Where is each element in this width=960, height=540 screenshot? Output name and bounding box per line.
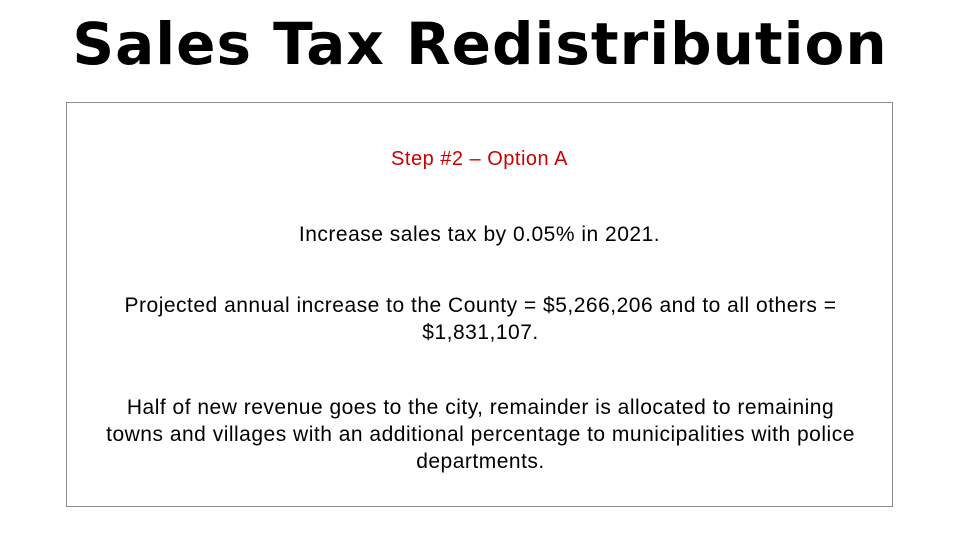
content-box (66, 102, 893, 507)
projected-revenue-text: Projected annual increase to the County = $5,266,206 and to all others = $1,831,107. (124, 294, 837, 344)
tax-increase-text: Increase sales tax by 0.05% in 2021. (298, 223, 661, 246)
slide-title: Sales Tax Redistribution (72, 10, 888, 78)
revenue-allocation-text: Half of new revenue goes to the city, remainder is allocated to remaining towns and villages with an additional percentage to municipalities with police departments. (106, 396, 855, 473)
step-heading: Step #2 – Option A (391, 148, 568, 170)
